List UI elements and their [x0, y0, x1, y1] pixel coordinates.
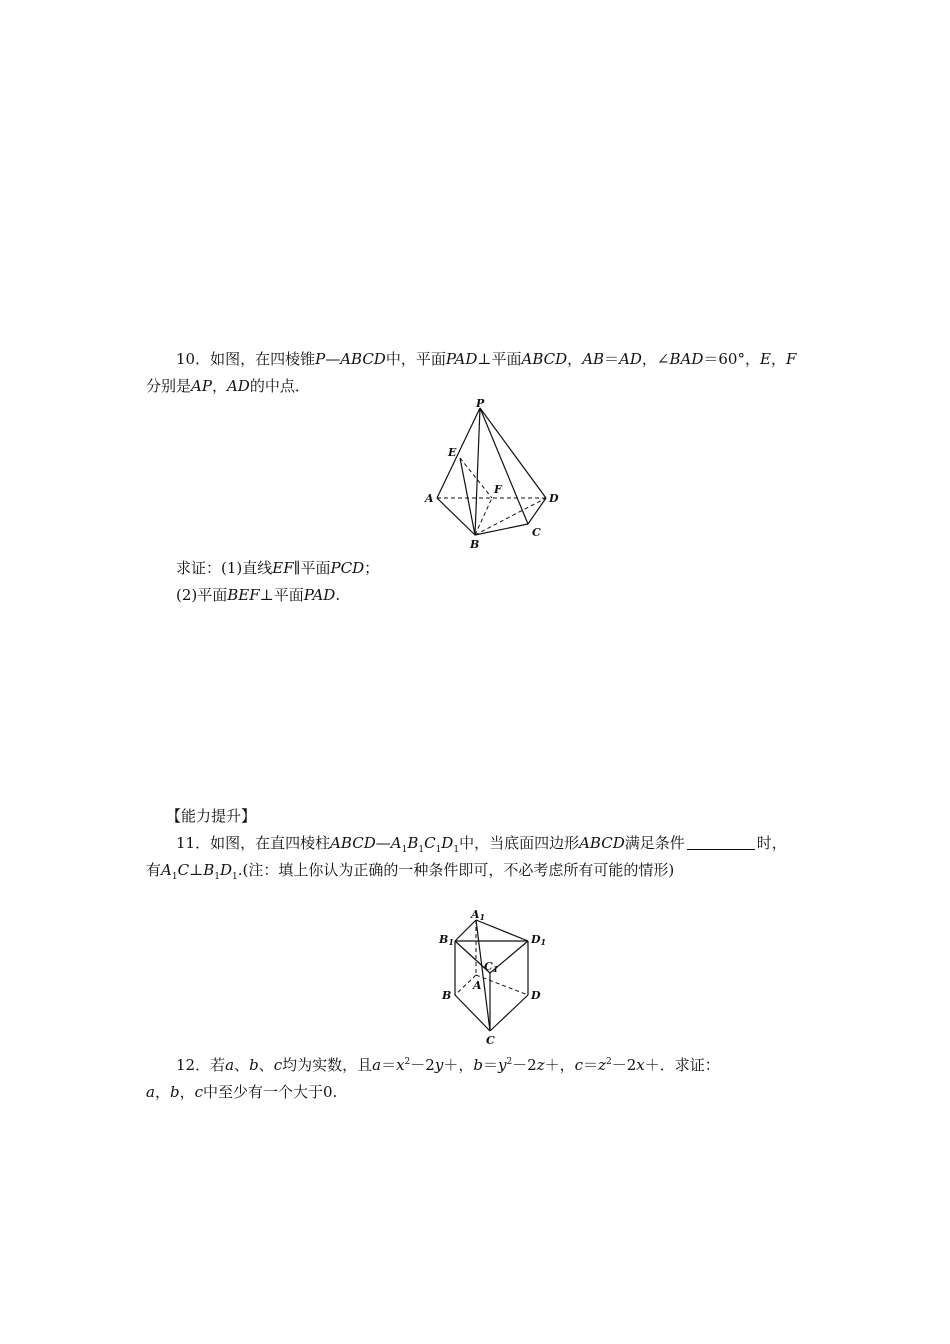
math: c [273, 1056, 283, 1074]
q11-line-2 [146, 859, 674, 881]
q11-line-1 [176, 832, 787, 854]
q10-line-1 [176, 348, 796, 370]
text: 有 [146, 861, 162, 879]
math: PAD [303, 586, 336, 604]
text: ＝ [381, 1056, 397, 1074]
text: 时， [756, 834, 787, 852]
math: C [177, 861, 190, 879]
subscript: 1 [435, 845, 442, 855]
subscript: 1 [453, 845, 460, 855]
math: b [169, 1083, 180, 1101]
subscript: 1 [171, 872, 178, 882]
text: ＋．求证： [644, 1056, 720, 1074]
label-A: A [473, 979, 482, 992]
text: ＝ [482, 1056, 498, 1074]
q10-pyramid-figure [420, 398, 570, 550]
label-B: B [442, 989, 452, 1002]
math: AB [582, 350, 605, 368]
math: AD [619, 350, 642, 368]
q11-prism-figure [430, 905, 550, 1047]
math: D [441, 834, 454, 852]
text: ＝60°， [703, 350, 760, 368]
label-D1-sub: 1 [540, 937, 547, 947]
math: BAD [669, 350, 704, 368]
edge-PD [480, 408, 546, 498]
text: — [375, 834, 391, 852]
label-P: P [476, 398, 485, 410]
subscript: 1 [401, 845, 408, 855]
label-B: B [470, 538, 480, 550]
label-D1 [530, 933, 546, 947]
math: a [372, 1056, 382, 1074]
superscript: 2 [506, 1057, 513, 1067]
text: 分别是 [146, 377, 192, 395]
text: 满足条件 [624, 834, 685, 852]
label-D: D [549, 492, 559, 505]
math: x [636, 1056, 645, 1074]
text: ＝ [604, 350, 620, 368]
text: ＋， [544, 1056, 575, 1074]
label-C: C [532, 526, 541, 539]
subscript: 1 [418, 845, 425, 855]
label-E: E [448, 446, 457, 459]
math: B [407, 834, 419, 852]
math: y [434, 1056, 444, 1074]
text: －2 [410, 1056, 435, 1074]
math: PAD [445, 350, 478, 368]
math: BEF [227, 586, 260, 604]
math: b [249, 1056, 259, 1074]
text: ， [770, 350, 786, 368]
text: 、 [234, 1056, 250, 1074]
label-C1 [484, 960, 498, 974]
math: B [203, 861, 215, 879]
math: c [574, 1056, 584, 1074]
math: b [473, 1056, 483, 1074]
edge-PC [480, 408, 528, 524]
answer-blank [687, 835, 755, 850]
text: －2 [611, 1056, 637, 1074]
math: z [536, 1056, 545, 1074]
text: .(注：填上你认为正确的一种条件即可，不必考虑所有可能的情形) [237, 861, 675, 879]
subscript: 1 [231, 872, 238, 882]
text: ＝ [583, 1056, 599, 1074]
math: AP [191, 377, 212, 395]
math: a [225, 1056, 235, 1074]
text: 的中点． [249, 377, 310, 395]
math: a [146, 1083, 155, 1101]
edge-BC [455, 995, 490, 1031]
label-B1-letter: B [439, 933, 449, 946]
label-F: F [494, 483, 502, 496]
subscript: 1 [214, 872, 220, 882]
text: ， [211, 377, 227, 395]
text: ， [567, 350, 583, 368]
q12-line-1 [176, 1054, 720, 1076]
label-C1-letter: C [484, 960, 493, 973]
text: 均为实数，且 [282, 1056, 373, 1074]
math: F [785, 350, 797, 368]
text: . [335, 586, 341, 604]
math: ABCD [521, 350, 568, 368]
label-A1 [470, 908, 485, 922]
superscript: 2 [605, 1057, 612, 1067]
label-D: D [531, 989, 541, 1002]
text: 10．如图，在四棱锥 [176, 350, 316, 368]
text: ，∠ [641, 350, 670, 368]
label-D1-letter: D [531, 933, 541, 946]
text: ＋， [443, 1056, 474, 1074]
text: －2 [512, 1056, 537, 1074]
section-heading: 【能力提升】 [166, 807, 257, 825]
math: A [390, 834, 402, 852]
text: 11．如图，在直四棱柱 [176, 834, 331, 852]
label-B1-sub: 1 [448, 937, 454, 947]
math: y [497, 1056, 507, 1074]
label-C: C [486, 1034, 495, 1047]
text: 中，平面 [385, 350, 446, 368]
edge-BF [475, 498, 492, 535]
edge-EF [460, 458, 492, 498]
math: x [396, 1056, 405, 1074]
edge-BC [475, 524, 528, 535]
text: 中至少有一个大于0. [203, 1083, 338, 1101]
math: ABCD [579, 834, 625, 852]
edge-CD [528, 498, 546, 524]
text: ， [179, 1083, 195, 1101]
math: z [598, 1056, 606, 1074]
edge-PA [437, 408, 480, 498]
label-C1-sub: 1 [492, 964, 499, 974]
math: C [424, 834, 436, 852]
text: ⊥平面 [477, 350, 522, 368]
math: AD [226, 377, 250, 395]
text: ⊥平面 [259, 586, 304, 604]
q10-proof-1 [176, 557, 379, 579]
text: 、 [258, 1056, 274, 1074]
math: A [161, 861, 172, 879]
text: 12．若 [176, 1056, 226, 1074]
text: ； [364, 559, 380, 577]
math: c [194, 1083, 203, 1101]
edge-EB [460, 458, 475, 535]
math: PCD [330, 559, 365, 577]
superscript: 2 [404, 1057, 411, 1067]
text: 中，当底面四边形 [459, 834, 580, 852]
text: ∥平面 [293, 559, 331, 577]
math: D [219, 861, 232, 879]
math: EF [272, 559, 294, 577]
edge-A1D1 [476, 920, 528, 941]
text: 求证：(1)直线 [176, 559, 273, 577]
math: P [315, 350, 326, 368]
math: ABCD [340, 350, 386, 368]
label-B1 [438, 933, 454, 947]
edge-A1B1 [455, 920, 476, 941]
text: — [325, 350, 341, 368]
q12-line-2 [146, 1081, 337, 1103]
q10-line-2 [146, 375, 310, 397]
text: (2)平面 [176, 586, 228, 604]
text: ， [154, 1083, 170, 1101]
math: E [759, 350, 771, 368]
q10-proof-2 [176, 584, 340, 606]
label-A1-letter: A [471, 908, 480, 921]
math: ABCD [330, 834, 376, 852]
label-A1-sub: 1 [479, 912, 486, 922]
text: ⊥ [189, 861, 204, 879]
label-A: A [425, 492, 434, 505]
edge-CD [490, 995, 528, 1031]
edge-PB [475, 408, 480, 535]
